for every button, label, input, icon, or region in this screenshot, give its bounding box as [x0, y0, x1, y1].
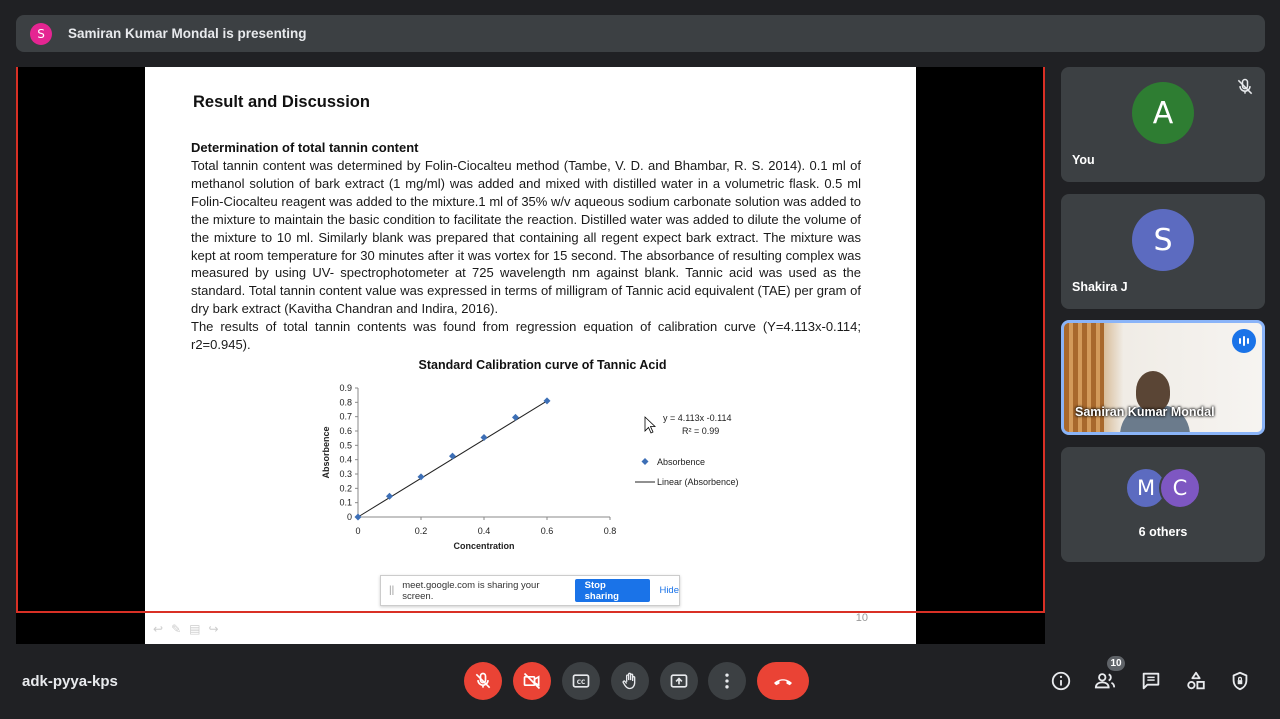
mic-off-icon	[1235, 77, 1255, 97]
host-controls-button[interactable]	[1227, 668, 1253, 694]
people-count-badge: 10	[1106, 655, 1126, 672]
x-tick-label: 0.4	[477, 526, 491, 536]
trend-equation: y = 4.113x -0.114	[663, 413, 732, 423]
calibration-chart	[145, 67, 916, 644]
meeting-details-button[interactable]	[1048, 668, 1074, 694]
chart-title: Standard Calibration curve of Tannic Acid	[418, 358, 667, 372]
stop-sharing-button[interactable]: Stop sharing	[575, 579, 651, 602]
y-tick-label: 0.6	[339, 426, 352, 436]
x-tick-label: 0.2	[414, 526, 428, 536]
y-tick-label: 0.1	[339, 497, 352, 508]
participant-tile-you[interactable]	[1061, 67, 1265, 182]
data-point	[512, 414, 519, 421]
activities-button[interactable]	[1183, 668, 1209, 694]
avatar: M	[1125, 467, 1167, 509]
legend-marker	[642, 458, 649, 465]
y-tick-label: 0.9	[339, 383, 352, 393]
mic-toggle-button[interactable]	[464, 662, 502, 700]
others-avatars	[1125, 467, 1201, 509]
y-tick-label: 0.7	[339, 411, 352, 422]
x-tick-label: 0.6	[540, 526, 554, 536]
slide-body-paragraph-1: Total tannin content was determined by Folin-Ciocalteu method (Tambe, V. D. and Bhambar, R. S. 2014). 0.1 ml of methanol solution of bark extract (1 mg/ml) was added and mixed with distilled water in a volumetric flask. 0.5 ml Folin-Ciocalteu reagent was added to the mixture.1 ml of 35% w/v aqueous sodium carbonate solution was added to the mixture to maintain the basic condition to facilitate the reaction. Distilled water was added to dilute the volume of the mixture to 10 ml. Similarly blank was prepared that containing all regent expect bark extract. The mixture was kept at room temperature for 30 minutes after it was vortex for 15 second. The absorbance of resulting complex was measured by using UV- spectrophotometer at 725 wavelength nm against blank. Tannic acid was used as the standard. Total tannin content value was expressed in terms of milligram of Tannic acid equivalent (TAE) per gram of dry bark extract (Kavitha Chandran and Indira, 2016).	[191, 158, 861, 317]
y-tick-label: 0	[346, 512, 352, 522]
camera-toggle-button[interactable]	[513, 662, 551, 700]
screen-share-bar	[380, 575, 680, 606]
slide-body-paragraph-2: The results of total tannin contents was found from regression equation of calibration curve (Y=4.113x-0.114; r2=0.945).	[191, 319, 861, 353]
present-screen-icon	[669, 671, 689, 691]
shared-slide	[145, 67, 916, 644]
shapes-icon	[1185, 670, 1207, 692]
speaking-indicator-icon	[1232, 329, 1256, 353]
more-vert-icon	[717, 671, 737, 691]
meeting-controls-bar	[0, 650, 1280, 719]
r-squared: R² = 0.99	[682, 426, 720, 436]
x-tick-label: 0	[355, 526, 361, 536]
legend-series-label: Absorbence	[657, 457, 706, 467]
participant-name: Samiran Kumar Mondal	[1075, 405, 1215, 419]
pen-icon: ✎	[171, 622, 190, 636]
present-now-button[interactable]	[660, 662, 698, 700]
presenter-avatar: S	[30, 23, 52, 45]
drag-handle-icon[interactable]: ||	[389, 585, 395, 596]
info-icon	[1050, 670, 1072, 692]
slide-title: Result and Discussion	[193, 93, 370, 111]
slide-subtitle: Determination of total tannin content	[191, 140, 419, 155]
y-axis-label: Absorbence	[321, 426, 331, 479]
participant-tile-shakira[interactable]	[1061, 194, 1265, 309]
page-number: 10	[855, 612, 868, 624]
y-tick-label: 0.2	[339, 483, 352, 494]
shield-lock-icon	[1229, 670, 1251, 692]
raise-hand-button[interactable]	[611, 662, 649, 700]
svg-text:CC: CC	[576, 679, 586, 686]
camera-off-icon	[522, 671, 542, 691]
x-axis-label: Concentration	[453, 541, 515, 551]
share-message: meet.google.com is sharing your screen.	[402, 579, 540, 602]
data-point	[355, 514, 362, 521]
participant-name: You	[1072, 153, 1095, 167]
data-point	[544, 397, 551, 404]
cursor-icon	[645, 417, 655, 433]
hang-up-icon	[771, 669, 795, 693]
hide-share-bar-button[interactable]: Hide	[659, 585, 679, 596]
more-options-button[interactable]	[708, 662, 746, 700]
avatar: C	[1159, 467, 1201, 509]
people-icon	[1093, 670, 1117, 692]
y-tick-label: 0.4	[339, 454, 352, 465]
data-point	[449, 453, 456, 460]
leave-call-button[interactable]	[757, 662, 809, 700]
y-tick-label: 0.5	[339, 440, 352, 451]
slides-icon: ▤	[189, 622, 209, 636]
participant-tile-samiran[interactable]	[1061, 320, 1265, 435]
captions-button[interactable]	[562, 662, 600, 700]
participant-name: Shakira J	[1072, 280, 1128, 294]
presenting-text: Samiran Kumar Mondal is presenting	[68, 26, 307, 41]
others-label: 6 others	[1138, 525, 1188, 539]
presenting-banner	[16, 15, 1265, 52]
chat-icon	[1140, 670, 1162, 692]
y-tick-label: 0.8	[339, 397, 352, 408]
back-arrow-icon: ↩	[153, 622, 172, 636]
mic-off-icon	[473, 671, 493, 691]
x-tick-label: 0.8	[603, 526, 617, 536]
forward-arrow-icon: ↪	[208, 622, 227, 636]
y-tick-label: 0.3	[339, 469, 352, 479]
participant-tile-others[interactable]	[1061, 447, 1265, 562]
avatar: S	[1132, 209, 1194, 271]
avatar: A	[1132, 82, 1194, 144]
hand-icon	[620, 671, 640, 691]
chat-button[interactable]	[1138, 668, 1164, 694]
captions-icon	[571, 671, 591, 691]
slide-toolbar-faint	[153, 622, 227, 636]
meeting-code: adk-pyya-kps	[22, 673, 118, 690]
legend-trendline-label: Linear (Absorbence)	[657, 477, 739, 487]
data-point	[481, 434, 488, 441]
